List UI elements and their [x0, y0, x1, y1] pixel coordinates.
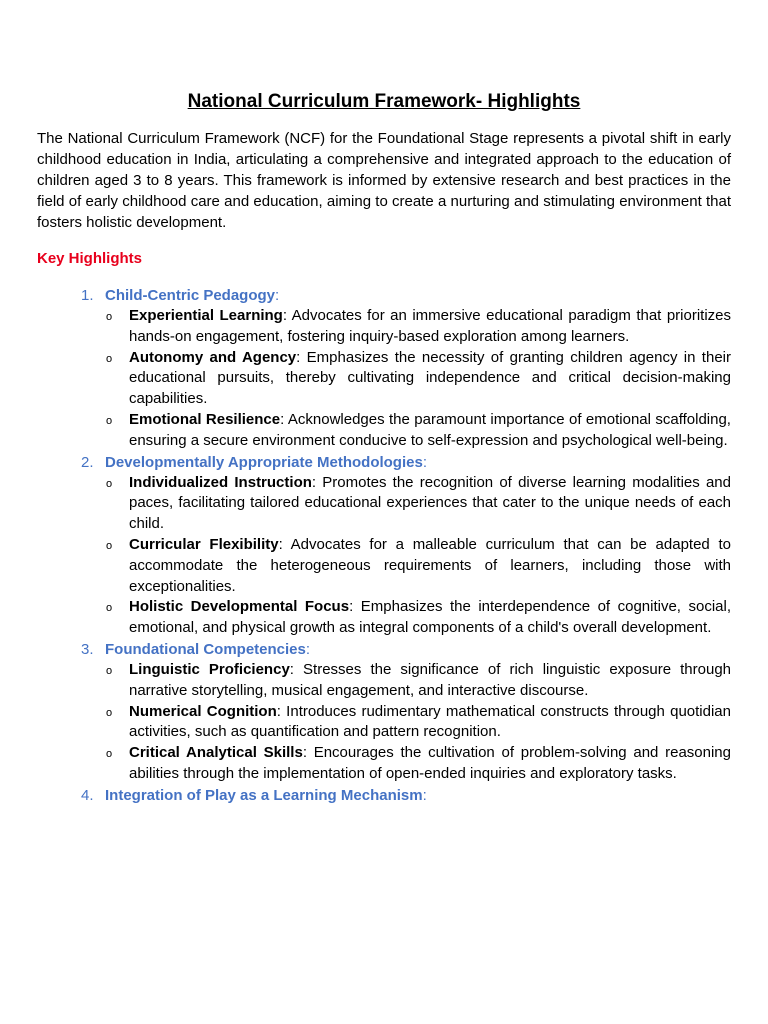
- key-highlights-heading: Key Highlights: [37, 250, 143, 267]
- bullet-icon: o: [106, 706, 113, 719]
- item-term: Individualized Instruction: [129, 473, 312, 491]
- bullet-icon: o: [106, 539, 113, 552]
- page-title: National Curriculum Framework- Highlights: [187, 91, 581, 112]
- item-text: : Introduces rudimentary mathematical constructs through quotidian activities, such as quantification and pattern recognition.: [129, 702, 731, 741]
- bullet-icon: o: [106, 477, 113, 490]
- item-term: Critical Analytical Skills: [129, 744, 303, 762]
- list-item: [37, 348, 731, 410]
- item-term: Emotional Resilience: [129, 410, 281, 428]
- section-number: 1.: [81, 287, 94, 304]
- bullet-icon: o: [106, 311, 113, 323]
- section-title: Foundational Competencies: [105, 640, 306, 658]
- list-item: [37, 743, 731, 785]
- item-term: Numerical Cognition: [129, 702, 277, 720]
- section-title: Integration of Play as a Learning Mechanism: [105, 786, 423, 804]
- section-heading: [37, 285, 731, 306]
- bullet-icon: o: [106, 748, 113, 761]
- section-heading: [37, 785, 731, 806]
- section-number: 3.: [81, 640, 94, 658]
- section-number: 4.: [81, 786, 94, 804]
- subitem-list: [37, 473, 731, 639]
- item-text: : Encourages the cultivation of problem-solving and reasoning abilities through the implementation of open-ended inquiries and exploratory tasks.: [129, 744, 731, 782]
- item-text: : Emphasizes the necessity of granting children agency in their educational pursuits, thereby cultivating independence and critical decision-making capabilities.: [129, 348, 731, 408]
- item-text: : Promotes the recognition of diverse learning modalities and paces, facilitating tailored educational experiences that cater to the unique needs of each child.: [129, 473, 731, 533]
- subitem-list: [37, 660, 731, 785]
- section: [37, 452, 731, 639]
- item-term: Curricular Flexibility: [129, 535, 279, 553]
- item-text: : Advocates for a malleable curriculum that can be adapted to accommodate the heterogeneous requirements of learners, including those with exceptionalities.: [129, 535, 731, 595]
- bullet-icon: o: [106, 664, 113, 677]
- section-number: 2.: [81, 453, 94, 471]
- section-heading: [37, 452, 731, 473]
- section-colon: :: [305, 640, 311, 658]
- item-text: : Stresses the significance of rich linguistic exposure through narrative storytelling, musical engagement, and interactive discourse.: [129, 660, 732, 699]
- item-term: Autonomy and Agency: [129, 348, 297, 366]
- bullet-icon: o: [106, 414, 113, 427]
- list-item: [37, 660, 731, 702]
- item-text: : Acknowledges the paramount importance of emotional scaffolding, ensuring a secure environment conducive to self-expression and psychological well-being.: [129, 410, 731, 449]
- highlights-list: [37, 285, 731, 806]
- list-item: [37, 410, 731, 452]
- list-item: [37, 306, 731, 348]
- section: [37, 785, 731, 806]
- list-item: [37, 597, 731, 639]
- intro-paragraph: The National Curriculum Framework (NCF) for the Foundational Stage represents a pivotal shift in early childhood education in India, articulating a comprehensive and integrated approach to the education of children aged 3 to 8 years. This framework is informed by extensive research and best practices in the field of early childhood care and education, aiming to create a nurturing and stimulating environment that fosters holistic development.: [37, 130, 731, 231]
- item-term: Holistic Developmental Focus: [129, 598, 350, 616]
- section: [37, 639, 731, 785]
- item-term: Linguistic Proficiency: [129, 660, 290, 678]
- list-item: [37, 535, 731, 597]
- section-heading: [37, 639, 731, 660]
- section-colon: :: [422, 786, 427, 804]
- section-colon: :: [275, 287, 280, 304]
- section-title: Child-Centric Pedagogy: [105, 287, 276, 304]
- bullet-icon: o: [106, 602, 113, 615]
- section-title: Developmentally Appropriate Methodologies: [105, 453, 423, 471]
- subitem-list: [37, 306, 731, 452]
- list-item: [37, 473, 731, 535]
- bullet-icon: o: [106, 352, 113, 365]
- section-colon: :: [422, 453, 427, 471]
- item-term: Experiential Learning: [129, 307, 283, 324]
- section: [37, 285, 731, 452]
- item-text: : Advocates for an immersive educational paradigm that prioritizes hands-on engagement, fostering inquiry-based exploration among learners.: [129, 307, 731, 345]
- list-item: [37, 702, 731, 744]
- item-text: : Emphasizes the interdependence of cognitive, social, emotional, and physical growth as integral components of a child's overall development.: [129, 598, 731, 637]
